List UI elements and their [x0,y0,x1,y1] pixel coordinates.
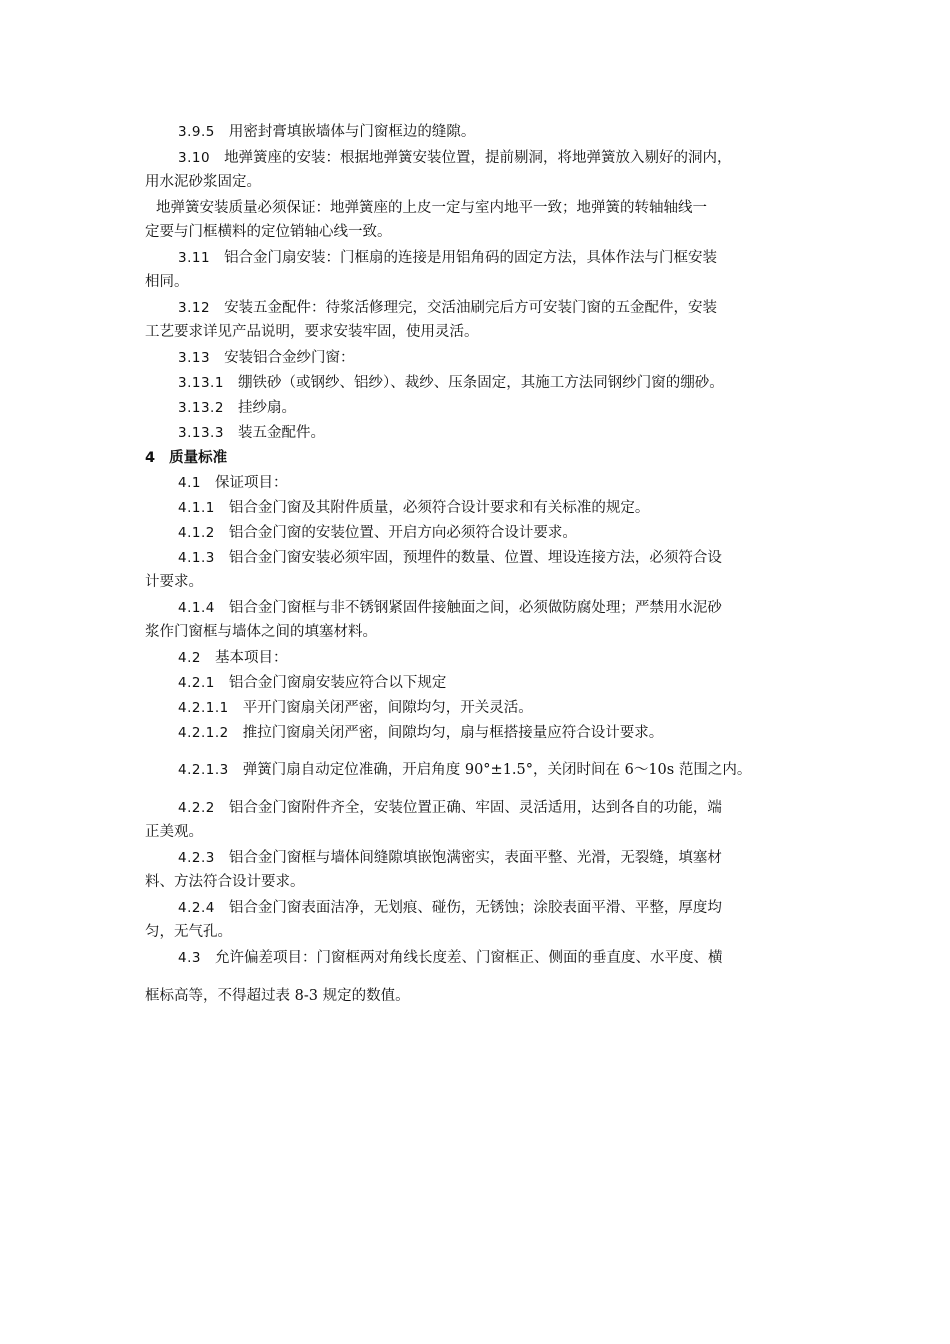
clause-4-1-4-continued [145,622,815,642]
clause-text: 相同。 [145,274,189,290]
clause-3-11 [145,248,848,268]
clause-text: 允许偏差项目：门窗框两对角线长度差、门窗框正、侧面的垂直度、水平度、横 [214,950,723,966]
clause-number: 4.2.1.1 [178,700,229,716]
clause-number: 3.11 [178,250,211,266]
clause-text: 框标高等，不得超过表 8-3 规定的数值。 [145,988,410,1004]
clause-text: 铝合金门窗的安装位置、开启方向必须符合设计要求。 [228,525,577,541]
clause-text: 用密封膏填嵌墙体与门窗框边的缝隙。 [228,124,476,140]
clause-4-2-3-continued [145,872,815,892]
clause-text: 弹簧门扇自动定位准确，开启角度 90°±1.5°，关闭时间在 6～10s 范围之内。 [242,762,752,778]
clause-number: 4.3 [178,950,201,966]
clause-4-2-4 [145,898,848,918]
clause-4-1-3-continued [145,572,815,592]
clause-4-3 [145,948,848,968]
clause-text: 料、方法符合设计要求。 [145,874,305,890]
clause-number: 4.1.3 [178,550,215,566]
clause-3-9-5 [145,122,848,142]
paragraph-text: 定要与门框横料的定位销轴心线一致。 [145,224,392,240]
paragraph-text: 地弹簧安装质量必须保证：地弹簧座的上皮一定与室内地平一致；地弹簧的转轴轴线一 [156,200,707,216]
clause-text: 铝合金门窗框与墙体间缝隙填嵌饱满密实，表面平整、光滑，无裂缝，填塞材 [228,850,722,866]
clause-4-2-4-continued [145,922,815,942]
clause-number: 3.13.1 [178,375,224,391]
clause-4-2-1-1 [145,698,848,718]
clause-text: 铝合金门窗及其附件质量，必须符合设计要求和有关标准的规定。 [228,500,650,516]
clause-number: 4.1.4 [178,600,215,616]
clause-number: 3.13.2 [178,400,224,416]
clause-number: 4.2.2 [178,800,215,816]
clause-text: 装五金配件。 [237,425,325,441]
clause-number: 3.13.3 [178,425,224,441]
clause-number: 3.12 [178,300,211,316]
clause-text: 挂纱扇。 [237,400,296,416]
clause-text: 平开门窗扇关闭严密，间隙均匀，开关灵活。 [242,700,533,716]
clause-3-10-continued [145,172,815,192]
clause-text: 铝合金门窗安装必须牢固，预埋件的数量、位置、埋设连接方法，必须符合设 [228,550,722,566]
clause-number: 4.2.1.3 [178,762,229,778]
clause-text: 铝合金门窗框与非不锈钢紧固件接触面之间，必须做防腐处理；严禁用水泥砂 [228,600,722,616]
clause-4-2-3 [145,848,848,868]
clause-number: 3.9.5 [178,124,215,140]
clause-text: 工艺要求详见产品说明，要求安装牢固，使用灵活。 [145,324,479,340]
clause-3-12-continued [145,322,815,342]
clause-3-13 [145,348,848,368]
clause-number: 4.2.3 [178,850,215,866]
section-title: 质量标准 [169,450,228,466]
clause-text: 铝合金门窗表面洁净，无划痕、碰伤，无锈蚀；涂胶表面平滑、平整，厚度均 [228,900,722,916]
paragraph-floor-spring-quality-continued [145,222,815,242]
clause-4-3-continued [145,986,815,1006]
clause-text: 铝合金门窗扇安装应符合以下规定 [228,675,447,691]
clause-number: 3.13 [178,350,211,366]
clause-text: 安装五金配件：待浆活修理完，交活油刷完后方可安装门窗的五金配件，安装 [224,300,718,316]
clause-text: 正美观。 [145,824,203,840]
clause-number: 4.1.1 [178,500,215,516]
clause-number: 4.2.1 [178,675,215,691]
clause-number: 4.1.2 [178,525,215,541]
clause-text: 基本项目： [214,650,288,666]
clause-4-1 [145,473,848,493]
section-heading-4 [145,448,815,468]
clause-4-1-1 [145,498,848,518]
clause-4-2-2-continued [145,822,815,842]
clause-4-1-4 [145,598,848,618]
clause-text: 匀，无气孔。 [145,924,232,940]
paragraph-floor-spring-quality [145,198,826,218]
clause-text: 安装铝合金纱门窗： [224,350,355,366]
clause-3-13-3 [145,423,848,443]
clause-number: 4.2 [178,650,201,666]
clause-3-13-1 [145,373,848,393]
clause-4-2-1 [145,673,848,693]
clause-text: 保证项目： [214,475,288,491]
clause-text: 铝合金门窗附件齐全，安装位置正确、牢固、灵活适用，达到各自的功能，端 [228,800,722,816]
clause-4-2 [145,648,848,668]
clause-4-2-2 [145,798,848,818]
clause-number: 4.2.1.2 [178,725,229,741]
clause-3-13-2 [145,398,848,418]
clause-3-12 [145,298,848,318]
clause-text: 推拉门窗扇关闭严密，间隙均匀，扇与框搭接量应符合设计要求。 [242,725,664,741]
clause-text: 浆作门窗框与墙体之间的填塞材料。 [145,624,377,640]
clause-number: 3.10 [178,150,211,166]
clause-text: 绷铁砂（或钢纱、铝纱）、裁纱、压条固定，其施工方法同钢纱门窗的绷砂。 [237,375,724,391]
section-number: 4 [145,450,156,466]
clause-4-2-1-3 [145,760,848,780]
clause-3-11-continued [145,272,815,292]
clause-4-1-3 [145,548,848,568]
clause-text: 用水泥砂浆固定。 [145,174,261,190]
clause-text: 铝合金门扇安装：门框扇的连接是用铝角码的固定方法，具体作法与门框安装 [224,250,718,266]
clause-number: 4.2.4 [178,900,215,916]
clause-4-1-2 [145,523,848,543]
clause-3-10 [145,148,848,168]
clause-text: 计要求。 [145,574,203,590]
clause-text: 地弹簧座的安装：根据地弹簧安装位置，提前剔洞，将地弹簧放入剔好的洞内， [224,150,732,166]
clause-4-2-1-2 [145,723,848,743]
clause-number: 4.1 [178,475,201,491]
